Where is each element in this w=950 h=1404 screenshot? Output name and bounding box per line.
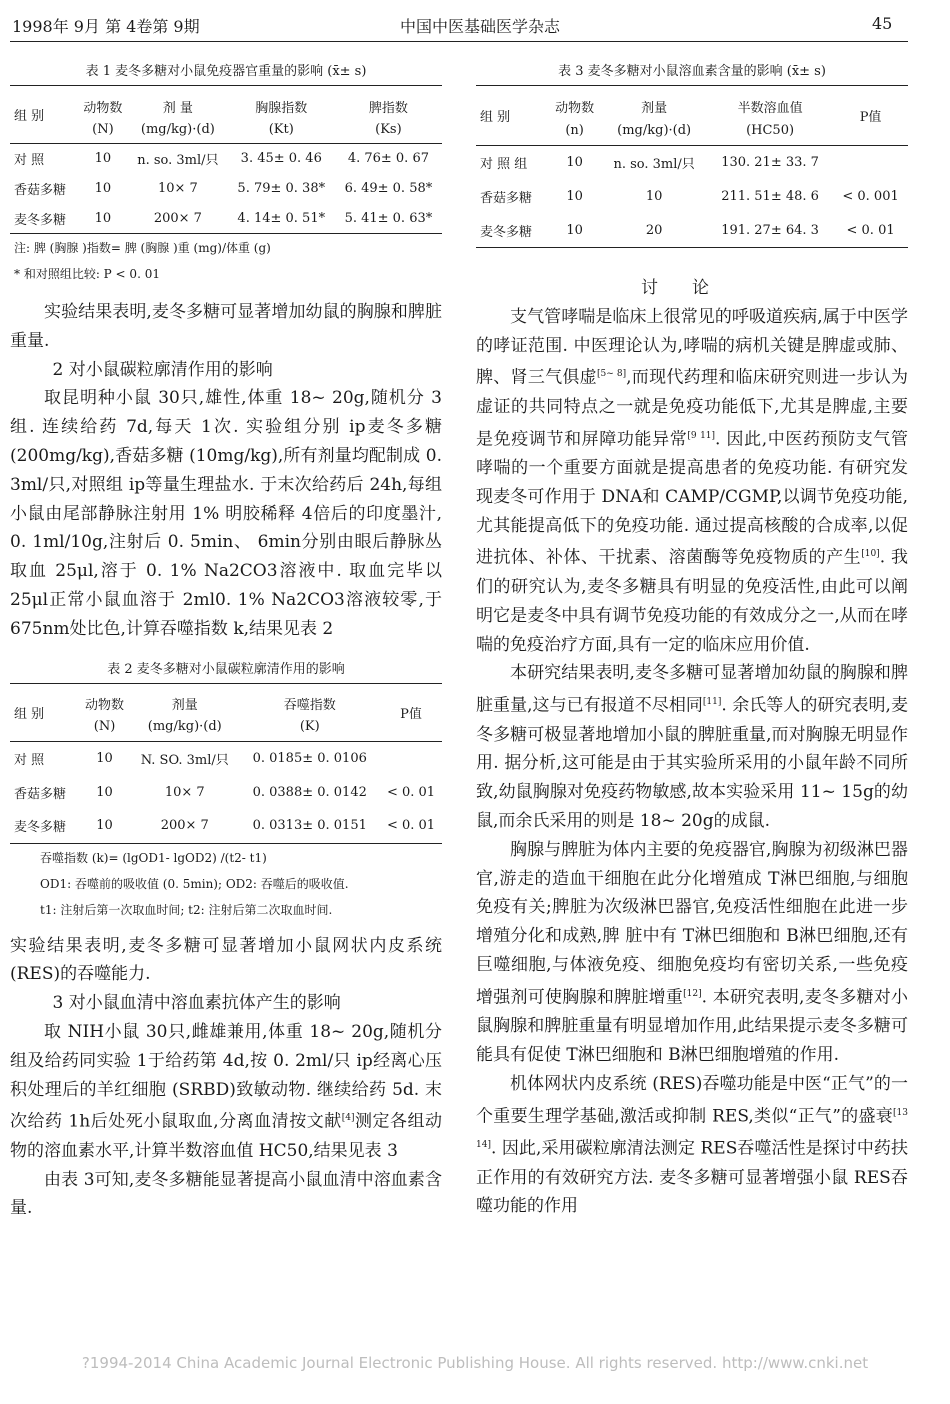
table3-header-group: 组 别 [480,110,511,125]
paragraph-text: . 因此,采用碳粒廓清法测定 RES吞噬活性是探讨中药扶正作用的有效研究方法. 麦冬多糖可显著增强小鼠 RES吞噬功能的作用 [476,1138,908,1217]
table2-cell: 对 照 [14,752,45,768]
table2-subheader: (N) [93,719,116,735]
citation: [5~ 8] [596,369,627,380]
citation: [4] [341,1113,355,1124]
table-row [10,204,442,234]
table1-subheader: (mg/kg)·(d) [140,121,215,137]
table3-cell: 香菇多糖 [480,191,533,206]
table-row [476,180,908,214]
paragraph-text: 胸腺与脾脏为体内主要的免疫器官,胸腺为初级淋巴器官,游走的造血干细胞在此分化增殖成 T淋巴细胞,与细胞免疫有关;脾脏为次级淋巴器官,免疫活性细胞在此进一步增殖分化和成熟,脾 脏中有 T淋巴细胞和 B淋巴细胞,还有巨噬细胞,与体液免疫、细胞免疫均有密切关系,一些免疫增强剂可使胸腺和脾脏增重 [476,839,908,1008]
citation: [12] [683,988,702,999]
table1-cell: 3. 45± 0. 46 [240,151,322,167]
table1-header-n: 动物数 [83,100,123,116]
watermark: ?1994-2014 China Academic Journal Electronic Publishing House. All rights reserved. http://www.cnki.net [81,1354,869,1372]
citation: [13 14] [476,1107,908,1151]
discussion-heading: 讨论 [641,278,743,298]
paragraph-text: 本研究结果表明,麦冬多糖可显著增加幼鼠的胸腺和脾脏重量,这与已有报道不尽相同 [476,663,908,716]
table1-header-group: 组 别 [14,109,45,124]
table3-subheader: (n) [565,122,584,138]
table3-cell: 191. 27± 64. 3 [721,222,819,238]
table2-header-n: 动物数 [85,698,125,714]
table1-cell: 10 [94,210,112,226]
table3 [476,85,908,248]
table2-note: 吞噬指数 (k)= (lgOD1- lgOD2) /(t2- t1) [40,850,267,865]
table1-cell: 200× 7 [153,210,202,226]
table2-cell [380,741,442,775]
table3-cell [833,146,908,180]
paragraph-text: ,而现代药理和临床研究则进一步认为虚证的共同特点之一就是免疫功能低下,尤其是脾虚,主要是免疫调节和屏障功能异常 [476,368,908,450]
table2-cell: 麦冬多糖 [14,820,67,836]
table1-cell: 5. 41± 0. 63* [344,210,433,226]
table3-cell: 211. 51± 48. 6 [721,189,819,204]
table2-cell: 0. 0313± 0. 0151 [252,818,367,834]
table2 [10,683,442,844]
paragraph-text: . 我们的研究认为,麦冬多糖具有明显的免疫活性,由此可以阐明它是麦冬中具有调节免疫功能的有效成分之一,从而在哮喘的免疫治疗方面,具有一定的临床应用价值. [476,548,909,655]
table3-cell: 10 [645,189,663,204]
table3-cell: n. so. 3ml/只 [613,157,695,173]
table2-header-p: P值 [400,706,422,722]
table1-note: 注: 脾 (胸腺 )指数= 脾 (胸腺 )重 (mg)/体重 (g) [14,241,271,255]
table1-subheader: (Kt) [268,121,294,137]
paragraph [476,303,908,660]
page-number: 45 [872,14,893,33]
paragraph [476,836,908,1070]
table2-caption: 表 2 麦冬多糖对小鼠碳粒廓清作用的影响 [107,661,345,677]
citation: [11] [702,697,722,708]
table1-cell: 5. 79± 0. 38* [237,181,326,196]
citation: [10] [861,549,880,560]
table1-cell: 4. 76± 0. 67 [347,151,429,167]
issue-info: 1998年 9月 第 4卷第 9期 [12,17,200,36]
table2-cell: 0. 0185± 0. 0106 [252,750,367,766]
table2-header-dose: 剂量 [171,698,198,714]
table1-cell: 10× 7 [157,181,198,196]
paragraph [476,1070,908,1221]
paragraph: 由表 3可知,麦冬多糖能显著提高小鼠血清中溶血素含量. [10,1169,442,1219]
table1-cell: 6. 49± 0. 58* [344,181,433,196]
table3-header-p: P值 [859,110,882,125]
table3-cell: 20 [645,222,663,238]
table1-header-thymus: 胸腺指数 [255,100,308,116]
table1-subheader: (N) [92,121,114,137]
paragraph: 取昆明种小鼠 30只,雄性,体重 18~ 20g,随机分 3组. 连续给药 7d,每天 1次. 实验组分别 ip麦冬多糖 (200mg/kg),香菇多糖 (10mg/kg),所有剂量均配制成 0. 3ml/只,对照组 ip等量生理盐水. 于末次给药后 24h,每组小鼠由尾部静脉注射用 1% 明胶稀释 4倍后的印度墨汁, 0. 1ml/10g,注射后 0. 5min、 6min分别由眼后静脉丛取血 25μl,溶于 0. 1% Na2CO3溶液中. 取血完毕以 25μl正常小鼠血溶于 2ml0. 1% Na2CO3溶液较零,于 675nm处比色,计算吞噬指数 k,结果见表 2 [10,388,442,639]
table2-cell: 10 [96,818,113,834]
table2-cell: N. SO. 3ml/只 [140,752,229,768]
table2-header-group: 组 别 [14,706,45,722]
table2-cell: 0. 0388± 0. 0142 [252,784,367,800]
table3-cell: 对 照 组 [480,157,528,173]
table3-cell: 10 [566,222,583,238]
table-row [10,174,442,204]
table-row [476,214,908,248]
header-rule [10,41,908,42]
table1 [10,85,442,234]
table2-cell: < 0. 01 [386,818,436,834]
table1-cell: 4. 14± 0. 51* [237,210,326,226]
table3-header-dose: 剂量 [641,100,668,116]
table2-subheader: (mg/kg)·(d) [147,719,222,735]
table1-cell: 麦冬多糖 [14,212,67,228]
table3-caption: 表 3 麦冬多糖对小鼠溶血素含量的影响 (x̄± s) [558,64,826,79]
table1-cell: 10 [94,151,112,167]
paragraph-text: . 因此,中医药预防支气管哮喘的一个重要方面就是提高患者的免疫功能. 有研究发现麦冬可作用于 DNA和 CAMP/CGMP,以调节免疫功能,尤其能提高低下的免疫功能. 通过提高核酸的合成率,以促进抗体、补体、干扰素、溶菌酶等免疫物质的产生 [476,429,909,569]
table-row [10,809,442,843]
table2-cell: 10 [96,750,113,766]
table3-cell: 130. 21± 33. 7 [721,155,819,171]
table2-cell: 10 [96,784,113,800]
table1-cell: 香菇多糖 [14,183,67,198]
table1-caption: 表 1 麦冬多糖对小鼠免疫器官重量的影响 (x̄± s) [85,64,367,79]
paragraph: 实验结果表明,麦冬多糖可显著增加幼鼠的胸腺和脾脏重量. [10,302,442,351]
table2-header-index: 吞噬指数 [283,698,336,714]
table3-header-hc50: 半数溶血值 [737,100,803,116]
left-column [10,60,442,1223]
section-heading: 3 对小鼠血清中溶血素抗体产生的影响 [52,993,341,1014]
table2-cell: 10× 7 [164,784,205,800]
paragraph [10,1018,442,1166]
paragraph: 实验结果表明,麦冬多糖可显著增加小鼠网状内皮系统 (RES)的吞噬能力. [10,935,442,985]
right-column [476,60,908,1221]
table2-cell: 200× 7 [160,818,209,834]
paragraph-text: . 余氏等人的研究表明,麦冬多糖可极显著地增加小鼠的脾脏重量,而对胸腺无明显作用. 据分析,这可能是由于其实验所采用的小鼠年龄不同所致,幼鼠胸腺对免疫药物敏感,故本实验采用 11~ 15g的幼鼠,而余氏采用的则是 18~ 20g的成鼠. [476,695,908,831]
table-row [10,741,442,775]
running-header [12,14,902,40]
table2-cell: 香菇多糖 [14,786,67,802]
table-row [476,146,908,180]
table3-header-n: 动物数 [555,100,595,116]
paragraph-text: 取 NIH小鼠 30只,雌雄兼用,体重 18~ 20g,随机分组及给药同实验 1于给药第 4d,按 0. 2ml/只 ip经离心压积处理后的羊红细胞 (SRBD)致敏动物. 继续给药 5d. 末次给药 1h后处死小鼠取血,分离血清按文献 [10,1021,442,1132]
table1-cell: 10 [94,181,112,196]
table1-note: * 和对照组比较: P < 0. 01 [14,267,160,281]
paragraph-text: 测定各组动物的溶血素水平,计算半数溶血值 HC50,结果见表 3 [10,1112,443,1161]
section-heading: 2 对小鼠碳粒廓清作用的影响 [52,359,273,380]
citation: [9 11] [687,430,716,441]
table2-note: OD1: 吞噬前的吸收值 (0. 5min); OD2: 吞噬后的吸收值. [40,876,349,891]
table1-cell: 对 照 [14,153,45,169]
table3-cell: 10 [566,189,583,204]
table2-note: t1: 注射后第一次取血时间; t2: 注射后第二次取血时间. [40,902,333,917]
table3-cell: < 0. 001 [842,189,899,204]
table3-cell: 麦冬多糖 [480,224,533,240]
paragraph-text: . 本研究表明,麦冬多糖对小鼠胸腺和脾脏重量有明显增加作用,此结果提示麦冬多糖可能具有促使 T淋巴细胞和 B淋巴细胞增殖的作用. [476,987,909,1065]
table1-header-dose: 剂 量 [162,100,193,116]
table-row [10,144,442,174]
paragraph [476,659,908,835]
table2-subheader: (K) [299,719,320,735]
table3-cell: 10 [566,155,583,171]
table1-subheader: (Ks) [375,121,402,137]
table1-cell: n. so. 3ml/只 [137,153,219,169]
paragraph-text: 支气管哮喘是临床上很常见的呼吸道疾病,属于中医学的哮证范围. 中医理论认为,哮喘的病机关键是脾虚或肺、脾、肾三气俱虚 [476,306,908,389]
journal-name: 中国中医基础医学杂志 [400,17,561,36]
paragraph-text: 机体网状内皮系统 (RES)吞噬功能是中医“正气”的一个重要生理学基础,激活或抑制 RES,类似“正气”的盛衰 [476,1073,908,1127]
table-row [10,775,442,809]
table3-subheader: (mg/kg)·(d) [617,122,692,138]
table3-subheader: (HC50) [746,122,795,138]
table3-cell: < 0. 01 [846,222,895,238]
table1-header-spleen: 脾指数 [368,100,408,116]
table2-cell: < 0. 01 [386,784,436,800]
